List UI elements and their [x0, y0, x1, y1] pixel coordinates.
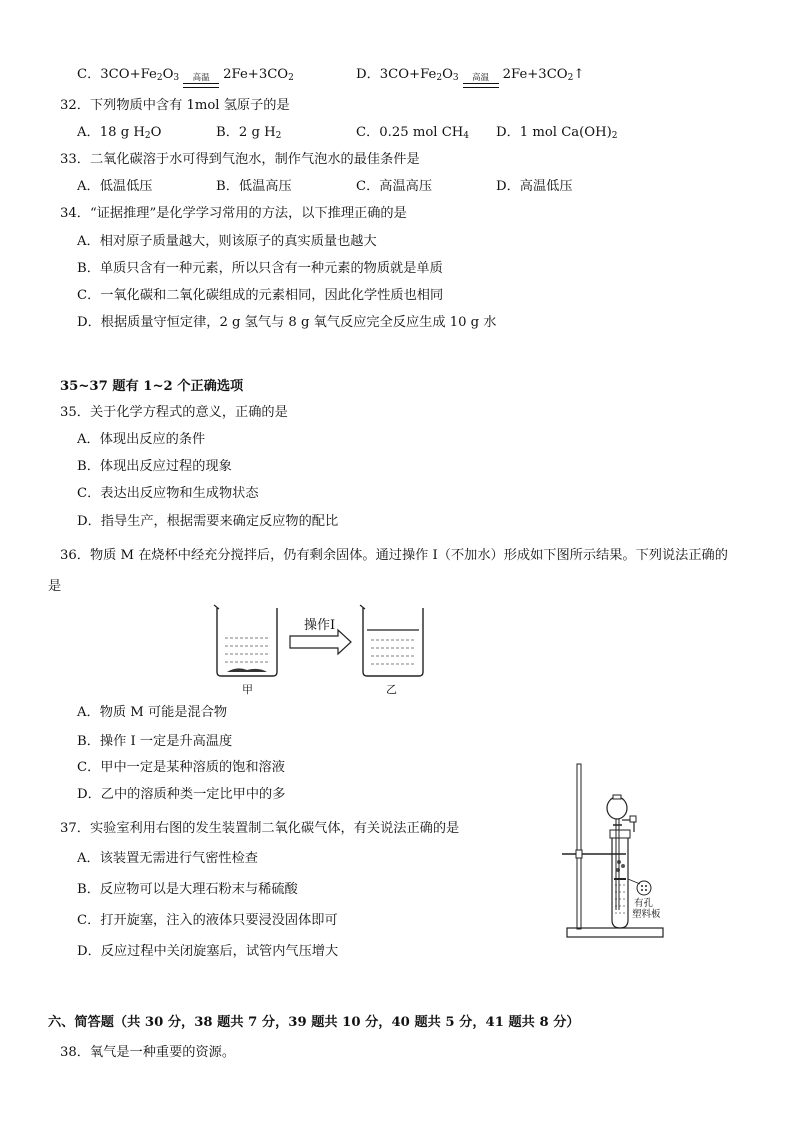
q35-option-d: D．指导生产，根据需要来确定反应物的配比: [77, 514, 339, 529]
q33-option-b: B．低温高压: [216, 179, 292, 194]
apparatus-label-2: 塑料板: [632, 909, 661, 920]
arrow-label: 操作I: [304, 618, 336, 633]
q36-beaker-figure: [205, 600, 435, 700]
q36-option-a: A．物质 M 可能是混合物: [77, 705, 228, 720]
q33-stem: 33．二氧化碳溶于水可得到气泡水，制作气泡水的最佳条件是: [60, 152, 420, 167]
q37-stem: 37．实验室利用右图的发生装置制二氧化碳气体，有关说法正确的是: [60, 821, 460, 836]
q36-option-d: D．乙中的溶质种类一定比甲中的多: [77, 787, 286, 802]
q37-option-a: A．该装置无需进行气密性检查: [77, 851, 258, 866]
q33-option-d: D．高温低压: [496, 179, 573, 194]
q37-option-b: B．反应物可以是大理石粉末与稀硫酸: [77, 882, 298, 897]
q34-stem: 34．“证据推理”是化学学习常用的方法，以下推理正确的是: [60, 206, 407, 221]
section-6-title: 六、简答题（共 30 分，38 题共 7 分，39 题共 10 分，40 题共 5 分，41 题共 8 分）: [48, 1015, 580, 1030]
reaction-condition: 高温: [463, 74, 499, 88]
q31-option-c: C．$3CO+Fe_2O_3$ 高温 $2Fe+3CO_2$: [77, 66, 294, 88]
q36-stem: 36．物质 M 在烧杯中经充分搅拌后，仍有剩余固体。通过操作 I（不加水）形成如下图所示结果。下列说法正确的: [60, 548, 728, 563]
apparatus-label-1: 有孔: [634, 898, 654, 909]
q32-option-a: A．18 g $H_2O$: [77, 125, 162, 141]
q34-option-a: A．相对原子质量越大，则该原子的真实质量也越大: [77, 234, 377, 249]
q32-option-b: B．2 g $H_2$: [216, 125, 282, 141]
q34-option-b: B．单质只含有一种元素，所以只含有一种元素的物质就是单质: [77, 261, 443, 276]
q37-option-d: D．反应过程中关闭旋塞后，试管内气压增大: [77, 944, 339, 959]
q33-option-c: C．高温高压: [356, 179, 433, 194]
q32-option-d: D．1 mol $Ca(OH)_2$: [496, 125, 618, 141]
beaker-jia-icon: [214, 605, 277, 676]
q33-option-a: A．低温低压: [77, 179, 153, 194]
co2-apparatus-figure: [560, 760, 690, 945]
q36-option-c: C．甲中一定是某种溶质的饱和溶液: [77, 760, 285, 775]
beaker-label-jia: 甲: [242, 683, 253, 696]
beaker-label-yi: 乙: [386, 683, 397, 696]
q31-option-d: D．$3CO+Fe_2O_3$ 高温 $2Fe+3CO_2↑$: [356, 66, 584, 88]
q34-option-d: D．根据质量守恒定律，2 g 氢气与 8 g 氧气反应完全反应生成 10 g 水: [77, 315, 497, 330]
q34-option-c: C．一氧化碳和二氧化碳组成的元素相同，因此化学性质也相同: [77, 288, 444, 303]
test-tube-icon: [610, 830, 630, 928]
reaction-condition: 高温: [183, 74, 219, 88]
q36-stem-continued: 是: [48, 579, 62, 594]
q32-option-c: C．0.25 mol $CH_4$: [356, 125, 470, 141]
q32-stem: 32．下列物质中含有 1mol 氢原子的是: [60, 98, 290, 113]
q35-option-b: B．体现出反应过程的现象: [77, 459, 232, 474]
perforated-plate-inset-icon: [628, 879, 651, 895]
q35-option-a: A．体现出反应的条件: [77, 432, 206, 447]
q36-option-b: B．操作 I 一定是升高温度: [77, 734, 233, 749]
q35-stem: 35．关于化学方程式的意义，正确的是: [60, 405, 288, 420]
q38-stem: 38．氧气是一种重要的资源。: [60, 1045, 236, 1060]
q37-option-c: C．打开旋塞，注入的液体只要浸没固体即可: [77, 913, 338, 928]
section-note: 35~37 题有 1~2 个正确选项: [60, 379, 244, 394]
separatory-funnel-icon: [607, 795, 627, 910]
q35-option-c: C．表达出反应物和生成物状态: [77, 486, 259, 501]
beaker-yi-icon: [360, 605, 423, 676]
